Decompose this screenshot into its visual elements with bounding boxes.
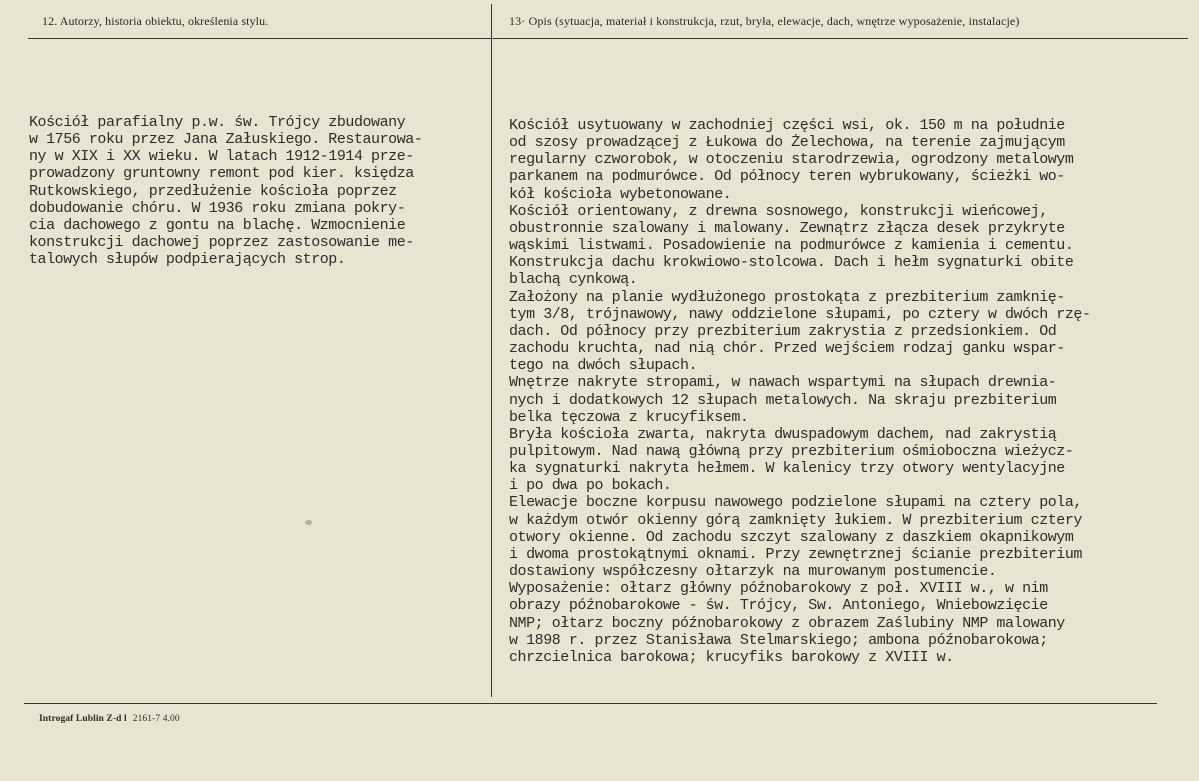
history-line: w 1756 roku przez Jana Załuskiego. Restaurowa-: [29, 131, 423, 149]
form-code: 2161-7 4.00: [132, 714, 180, 724]
description-line: w 1898 r. przez Stanisława Stelmarskiego; ambona późnobarokowa;: [509, 631, 1048, 649]
section-12-header: 12. Autorzy, historia obiektu, określenia stylu.: [42, 14, 269, 28]
history-line: prowadzony gruntowny remont pod kier. księdza: [29, 165, 414, 183]
description-line: i po dwa po bokach.: [509, 477, 672, 495]
description-line: parkanem na podmurówce. Od północy teren wybrukowany, ścieżki wo-: [509, 168, 1065, 186]
column-divider: [491, 4, 492, 697]
description-line: Wyposażenie: ołtarz główny późnobarokowy z poł. XVIII w., w nim: [509, 580, 1048, 598]
description-line: i dwoma prostokątnymi oknami. Przy zewnętrznej ścianie prezbiterium: [509, 545, 1082, 563]
description-line: obustronnie szalowany i malowany. Zewnątrz złącza desek przykryte: [509, 219, 1065, 237]
description-line: Założony na planie wydłużonego prostokąta z prezbiterium zamknię-: [509, 288, 1065, 306]
history-line: dobudowanie chóru. W 1936 roku zmiana pokry-: [29, 199, 406, 217]
description-line: w każdym otwór okienny górą zamknięty łukiem. W prezbiterium cztery: [509, 511, 1082, 529]
description-line: blachą cynkową.: [509, 271, 638, 289]
history-line: cia dachowego z gontu na blachę. Wzmocnienie: [29, 216, 406, 234]
description-line: belka tęczowa z krucyfiksem.: [509, 408, 749, 426]
description-line: Wnętrze nakryte stropami, w nawach wspartymi na słupach drewnia-: [509, 374, 1057, 392]
description-line: Bryła kościoła zwarta, nakryta dwuspadowym dachem, nad zakrystią: [509, 425, 1057, 443]
description-line: dach. Od północy przy prezbiterium zakrystia z przedsionkiem. Od: [509, 322, 1057, 340]
description-line: zachodu kruchta, nad nią chór. Przed wejściem rodzaj ganku wspar-: [509, 340, 1065, 358]
top-rule: [28, 38, 1188, 39]
description-line: kół kościoła wybetonowane.: [509, 185, 732, 203]
description-line: ka sygnaturki nakryta hełmem. W kalenicy trzy otwory wentylacyjne: [509, 460, 1065, 478]
history-line: ny w XIX i XX wieku. W latach 1912-1914 prze-: [29, 148, 414, 166]
description-text: [509, 117, 1091, 666]
description-line: nych i dodatkowych 12 słupach metalowych. Na skraju prezbiterium: [509, 391, 1057, 409]
history-line: Kościół parafialny p.w. św. Trójcy zbudowany: [29, 114, 406, 131]
printer-footer: [39, 714, 180, 724]
printer-name: Introgaf Lublin Z-d l: [39, 714, 127, 724]
description-line: Kościół orientowany, z drewna sosnowego, konstrukcji wieńcowej,: [509, 202, 1048, 220]
description-line: Elewacje boczne korpusu nawowego podzielone słupami na cztery pola,: [509, 494, 1082, 512]
history-line: Rutkowskiego, przedłużenie kościoła poprzez: [29, 182, 397, 200]
description-line: wąskimi listwami. Posadowienie na podmurówce z kamienia i cementu.: [509, 237, 1074, 255]
history-line: konstrukcji dachowej poprzez zastosowanie me-: [29, 234, 414, 252]
description-line: Kościół usytuowany w zachodniej części wsi, ok. 150 m na południe: [509, 117, 1065, 134]
history-line: talowych słupów podpierających strop.: [29, 251, 346, 269]
description-line: regularny czworobok, w otoczeniu starodrzewia, ogrodzony metalowym: [509, 151, 1074, 169]
description-line: chrzcielnica barokowa; krucyfiks barokowy z XVIII w.: [509, 648, 954, 666]
paper-smudge: [305, 520, 312, 525]
description-line: obrazy późnobarokowe - św. Trójcy, Sw. Antoniego, Wniebowzięcie: [509, 597, 1048, 615]
description-line: pulpitowym. Nad nawą główną przy prezbiterium ośmioboczna wieżycz-: [509, 442, 1074, 460]
description-line: otwory okienne. Od zachodu szczyt szalowany z daszkiem okapnikowym: [509, 528, 1074, 546]
description-line: NMP; ołtarz boczny późnobarokowy z obrazem Zaślubiny NMP malowany: [509, 614, 1065, 632]
description-line: Konstrukcja dachu krokwiowo-stolcowa. Dach i hełm sygnaturki obite: [509, 254, 1074, 272]
bottom-rule: [24, 703, 1157, 704]
description-line: od szosy prowadzącej z Łukowa do Żelechowa, na terenie zajmującym: [509, 134, 1065, 152]
section-13-header: 13· Opis (sytuacja, materiał i konstrukcja, rzut, bryła, elewacje, dach, wnętrze wyposażenie, instalacje): [509, 14, 1020, 28]
history-text: [29, 114, 422, 268]
description-line: dostawiony współczesny ołtarzyk na murowanym postumencie.: [509, 563, 997, 581]
description-line: tego na dwóch słupach.: [509, 357, 698, 375]
description-line: tym 3/8, trójnawowy, nawy oddzielone słupami, po cztery w dwóch rzę-: [509, 305, 1091, 323]
